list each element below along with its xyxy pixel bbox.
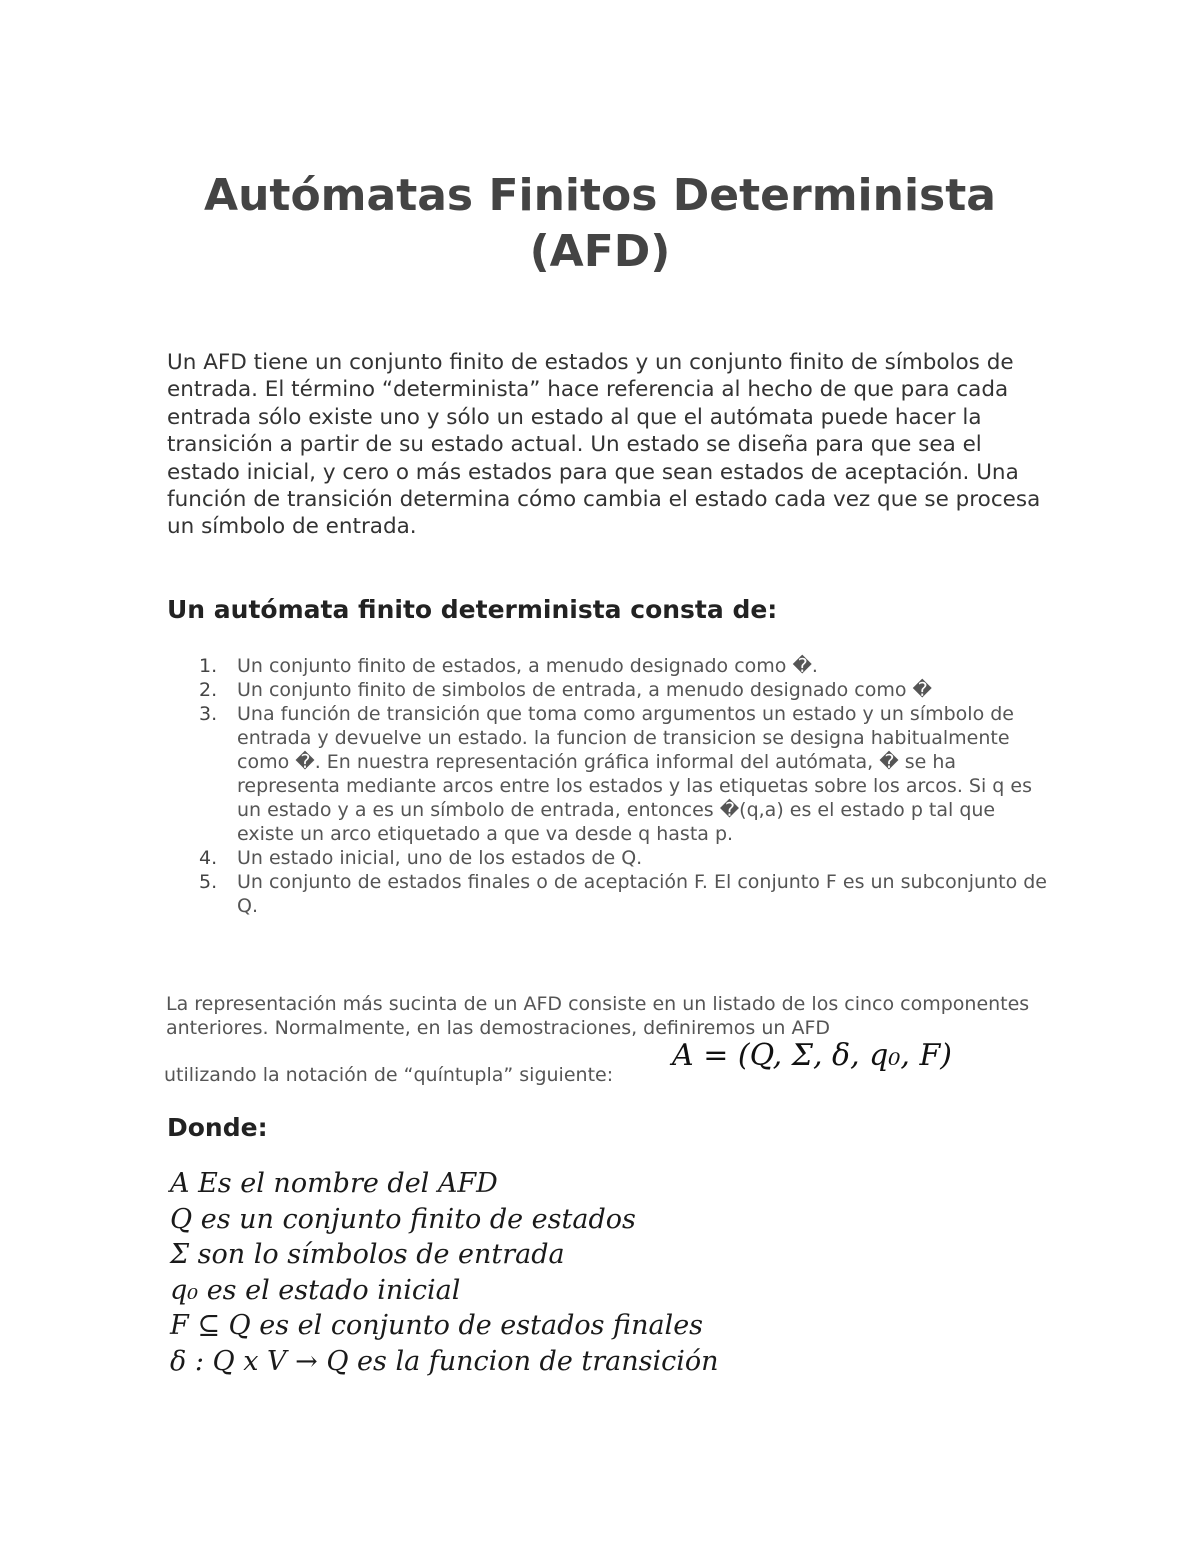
list-item	[167, 870, 1047, 918]
list-item-text: Un conjunto finito de estados, a menudo designado como �.	[237, 655, 818, 677]
intro-paragraph: Un AFD tiene un conjunto finito de estados y un conjunto finito de símbolos de entrada. El término “determinista” hace referencia al hecho de que para cada entrada sólo existe uno y sólo un estado al que el autómata puede hacer la transición a partir de su estado actual. Un estado se diseña para que sea el estado inicial, y cero o más estados para que sean estados de aceptación. Una función de transición determina cómo cambia el estado cada vez que se procesa un símbolo de entrada.	[167, 350, 1041, 540]
list-item-text: Un estado inicial, uno de los estados de Q.	[237, 847, 643, 869]
definition-item: F ⊆ Q es el conjunto de estados finales	[170, 1310, 704, 1341]
list-item	[167, 654, 1047, 678]
list-item	[167, 846, 1047, 870]
title-line-2: (AFD)	[529, 226, 671, 277]
donde-heading: Donde:	[167, 1113, 268, 1142]
list-item-number: 2.	[199, 679, 218, 701]
quintuple-formula: A = (Q, Σ, δ, q₀, F)	[672, 1038, 952, 1073]
list-item-text: Una función de transición que toma como argumentos un estado y un símbolo de entrada y devuelve un estado. la funcion de transicion se designa habitualmente como �. En nuestra representación gráfica informal del autómata, � se ha representa mediante arcos entre los estados y las etiquetas sobre los arcos. Si q es un estado y a es un símbolo de entrada, entonces �(q,a) es el estado p tal que existe un arco etiquetado a que va desde q hasta p.	[237, 703, 1032, 845]
summary-tail: utilizando la notación de “quíntupla” siguiente:	[164, 1064, 614, 1086]
list-item	[167, 678, 1047, 702]
list-item-text: Un conjunto finito de simbolos de entrada, a menudo designado como �	[237, 679, 933, 701]
components-list	[167, 654, 1047, 918]
title-line-1: Autómatas Finitos Determinista	[204, 170, 996, 221]
list-item-number: 5.	[199, 871, 218, 893]
definition-item: Q es un conjunto finito de estados	[170, 1203, 636, 1235]
list-item-number: 3.	[199, 703, 218, 725]
list-item	[167, 702, 1047, 846]
list-item-text: Un conjunto de estados finales o de aceptación F. El conjunto F es un subconjunto de Q.	[237, 871, 1047, 917]
definition-item: A Es el nombre del AFD	[170, 1168, 498, 1199]
list-item-number: 4.	[199, 847, 218, 869]
definition-item: q₀ es el estado inicial	[170, 1274, 461, 1306]
page-title	[120, 168, 1080, 280]
list-item-number: 1.	[199, 655, 218, 677]
definition-item: δ : Q x V → Q es la funcion de transición	[170, 1345, 719, 1377]
definition-item: Σ son lo símbolos de entrada	[170, 1239, 565, 1270]
summary-paragraph: La representación más sucinta de un AFD consiste en un listado de los cinco componentes anteriores. Normalmente, en las demostraciones, definiremos un AFD	[166, 993, 1030, 1039]
definitions-list	[170, 1166, 719, 1379]
components-heading: Un autómata finito determinista consta de:	[167, 595, 778, 624]
